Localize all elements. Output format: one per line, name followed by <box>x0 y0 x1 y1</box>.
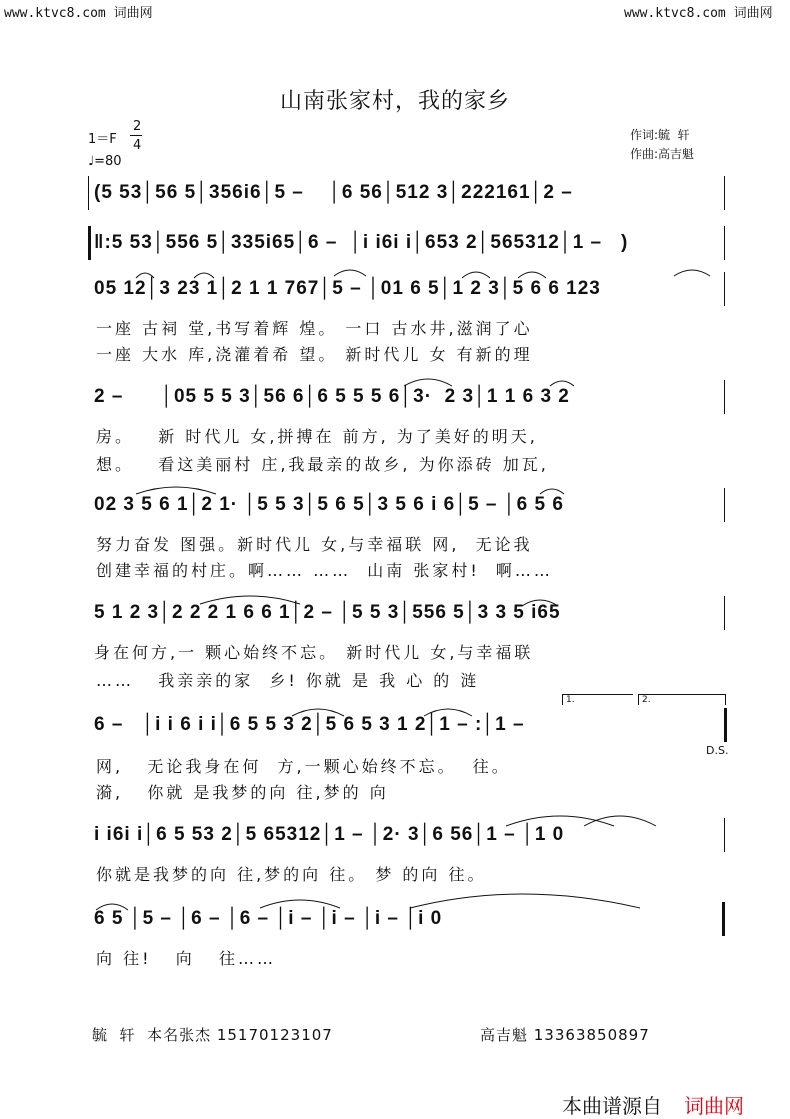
lyrics-verse-2: 一座 大水 库,浇灌着希 望。 新时代儿 女 有新的理 <box>96 345 533 364</box>
final-repeat-barline <box>724 708 727 742</box>
notation-text: i i6i i│6 5 53 2│5 65312│1 – │2· 3│6 56│1 – │1 0 <box>94 824 565 845</box>
notation-text: 2 – │05 5 5 3│56 6│6 5 5 5 6│3· 2 3│1 1 6 3 2 <box>94 386 570 407</box>
notation-line-5 <box>88 488 738 522</box>
notation-line-6 <box>88 596 738 630</box>
notation-text: 5 1 2 3│2 2 2 1 6 6 1│2 – │5 5 3│556 5│3 3 5 i65 <box>94 602 561 623</box>
notation-text: 6 – │i i 6 i i│6 5 5 3 2│5 6 5 3 1 2│1 – :│1 – <box>94 714 525 735</box>
lyrics-verse-1: 你就是我梦的向 往,梦的向 往。 梦 的向 往。 <box>96 865 487 884</box>
tempo-marking: ♩=80 <box>88 154 122 169</box>
key-signature: 1＝F <box>88 132 117 147</box>
volta-second-label: 2. <box>642 695 651 705</box>
notation-line-9 <box>88 902 738 936</box>
site-watermark-left: www.ktvc8.com 词曲网 <box>4 6 153 21</box>
site-watermark-right: www.ktvc8.com 词曲网 <box>624 6 773 21</box>
lyrics-verse-1: 房。 新 时代儿 女,拼搏在 前方, 为了美好的明天, <box>96 427 538 446</box>
lyrics-verse-1: 向 往! 向 往…… <box>96 949 277 968</box>
repeat-start-barline <box>88 226 91 260</box>
bar-line <box>724 176 725 210</box>
dal-segno-marking: D.S. <box>706 744 729 757</box>
notation-line-3 <box>88 272 738 306</box>
lyrics-verse-2: 想。 看这美丽村 庄,我最亲的故乡, 为你添砖 加瓦, <box>96 455 549 474</box>
notation-line-2 <box>88 226 738 260</box>
composer-contact: 高吉魁 13363850897 <box>480 1026 650 1044</box>
bar-line <box>724 818 725 852</box>
notation-text: 02 3 5 6 1│2 1· │5 5 3│5 6 5│3 5 6 i 6│5 – │6 5 6 <box>94 494 564 515</box>
notation-line-8 <box>88 818 738 852</box>
lyrics-verse-1: 努力奋发 图强。新时代儿 女,与幸福联 网, 无论我 <box>96 535 533 554</box>
bar-line <box>724 488 725 522</box>
bar-line <box>88 176 89 210</box>
song-title: 山南张家村，我的家乡 <box>279 89 510 114</box>
lyrics-verse-1: 身在何方,一 颗心始终不忘。 新时代儿 女,与幸福联 <box>94 643 534 662</box>
lyricist-credit: 作词:毓 轩 <box>630 128 690 142</box>
time-signature-top: 2 <box>133 119 142 134</box>
bar-line <box>724 226 725 260</box>
lyrics-verse-1: 网, 无论我身在何 方,一颗心始终不忘。 往。 <box>96 757 511 776</box>
volta-first-label: 1. <box>566 695 575 705</box>
lyrics-verse-2: 漪, 你就 是我梦的向 往,梦的 向 <box>96 783 389 802</box>
notation-line-1 <box>88 176 738 210</box>
bar-line <box>724 596 725 630</box>
notation-text: ‖:5 53│556 5│335i65│6 – │i i6i i│653 2│565312│1 – ) <box>94 232 629 253</box>
lyrics-verse-2: 创建幸福的村庄。啊…… …… 山南 张家村! 啊…… <box>96 561 553 580</box>
notation-line-7 <box>88 708 738 742</box>
source-brand: 词曲网 <box>684 1094 744 1118</box>
bar-line <box>724 380 725 414</box>
source-label: 本曲谱源自 <box>562 1094 662 1118</box>
notation-text: (5 53│56 5│356i6│5 – │6 56│512 3│222161│2 – <box>94 182 573 203</box>
final-barline <box>722 902 725 936</box>
composer-credit: 作曲:高吉魁 <box>630 147 695 161</box>
lyricist-contact: 毓 轩 本名张杰 15170123107 <box>92 1026 333 1044</box>
volta-second-ending <box>638 694 726 705</box>
bar-line <box>724 272 725 306</box>
notation-text: 6 5 │5 – │6 – │6 – │i – │i – │i – │i 0 <box>94 908 443 929</box>
lyrics-verse-1: 一座 古祠 堂,书写着辉 煌。 一口 古水井,滋润了心 <box>96 319 533 338</box>
notation-line-4 <box>88 380 738 414</box>
lyrics-verse-2: …… 我亲亲的家 乡! 你就 是 我 心 的 涟 <box>96 671 480 690</box>
notation-text: 05 12│3 23 1│2 1 1 767│5 – │01 6 5│1 2 3│5 6 6 123 <box>94 278 601 299</box>
time-signature-divider <box>130 135 142 136</box>
time-signature-bottom: 4 <box>133 138 142 153</box>
